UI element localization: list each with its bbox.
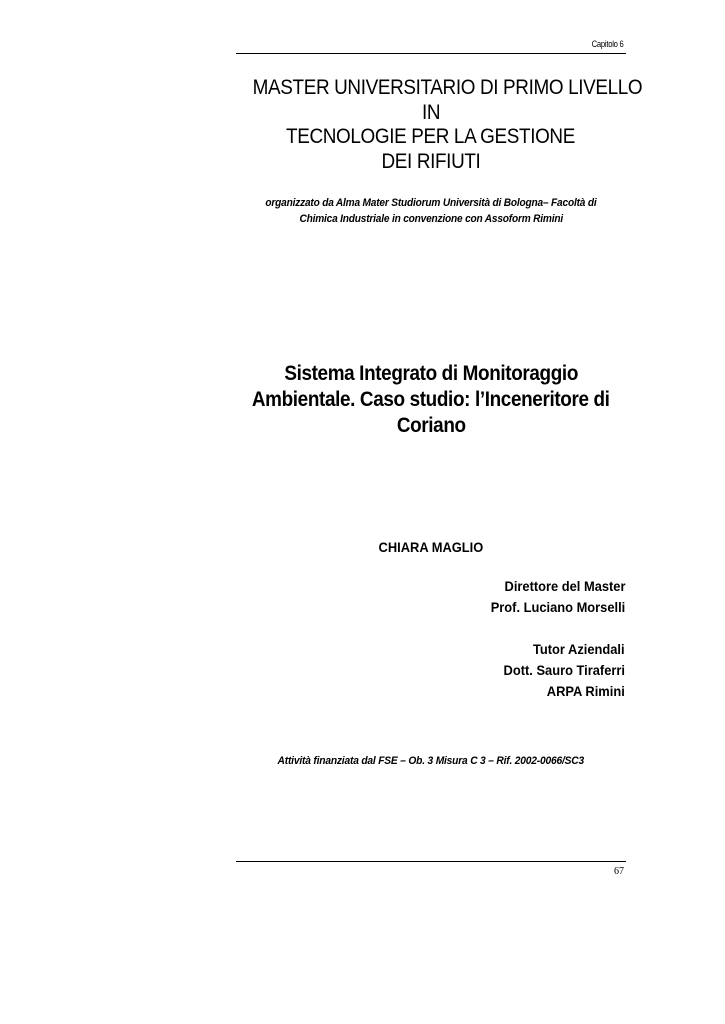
tutor-organization: ARPA Rimini (547, 683, 625, 699)
thesis-title (231, 361, 631, 439)
author-name: CHIARA MAGLIO (378, 539, 484, 555)
funding-note: Attività finanziata dal FSE – Ob. 3 Misura C 3 – Rif. 2002-0066/SC3 (277, 755, 585, 767)
thesis-title-line: Coriano (396, 414, 466, 437)
thesis-title-line: Sistema Integrato di Monitoraggio (284, 362, 578, 385)
thesis-title-line: Ambientale. Caso studio: l’Inceneritore di (252, 388, 610, 411)
director-role: Direttore del Master (504, 578, 625, 594)
tutors-role: Tutor Aziendali (533, 641, 625, 657)
master-title-line: DEI RIFIUTI (381, 149, 481, 173)
tutor-name: Dott. Sauro Tiraferri (503, 662, 625, 678)
director-name: Prof. Luciano Morselli (490, 599, 625, 615)
chapter-label: Capitolo 6 (592, 39, 624, 49)
organizer-note-line: Chimica Industriale in convenzione con Assoform Rimini (299, 213, 563, 225)
master-title-line: TECNOLOGIE PER LA GESTIONE (286, 125, 576, 148)
master-title (231, 76, 643, 174)
organizer-note (231, 195, 631, 227)
footer-divider (236, 861, 626, 862)
master-title-line: IN (421, 100, 441, 124)
tutors-block (493, 639, 625, 702)
page-number: 67 (614, 866, 624, 877)
master-title-line: MASTER UNIVERSITARIO DI PRIMO LIVELLO (252, 76, 643, 99)
organizer-note-line: organizzato da Alma Mater Studiorum Università di Bologna– Facoltà di (265, 197, 597, 209)
director-block (479, 576, 625, 618)
header-divider (236, 53, 626, 54)
